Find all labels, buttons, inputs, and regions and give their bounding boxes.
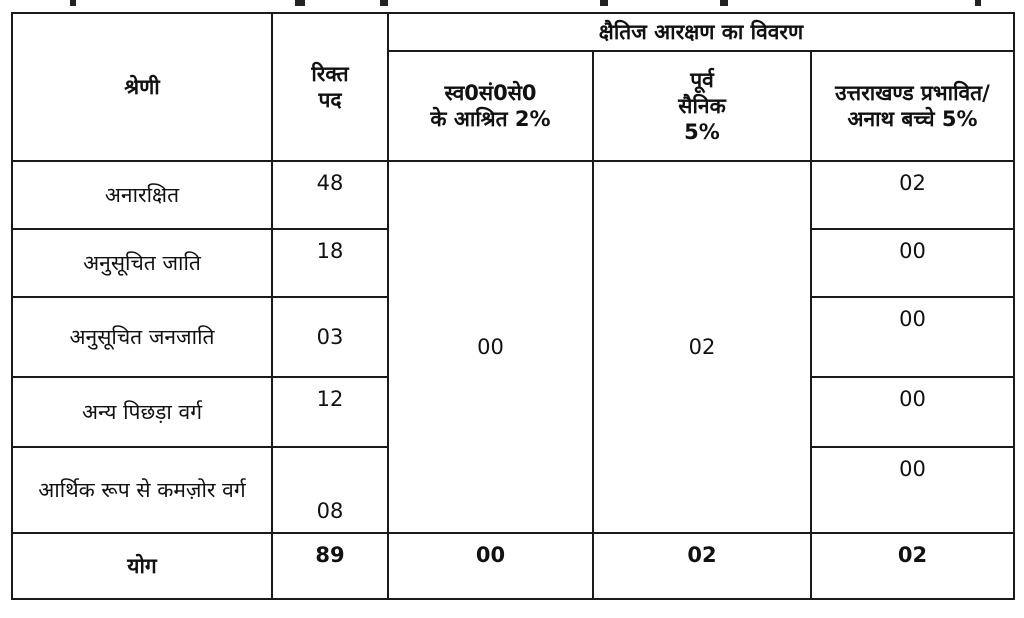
posts-cell: 18 xyxy=(272,229,388,297)
horizontal-reservation-header xyxy=(388,13,1014,51)
orphans-cell: 02 xyxy=(811,161,1014,229)
orphans-cell: 00 xyxy=(811,229,1014,297)
vacant-posts-header-line-2: पद xyxy=(318,88,342,112)
category-cell: अनुसूचित जाति xyxy=(12,229,272,297)
dependents-header-line-1: स्व0सं0से0 xyxy=(444,80,537,105)
category-header-text: श्रेणी xyxy=(124,74,160,99)
header-row-1 xyxy=(12,13,1014,51)
total-ex-servicemen: 02 xyxy=(593,533,811,599)
category-cell: अन्य पिछड़ा वर्ग xyxy=(12,377,272,447)
uttarakhand-header-line-2: अनाथ बच्चे 5% xyxy=(847,107,978,131)
dependents-merged-cell: 00 xyxy=(388,161,593,533)
orphans-cell: 00 xyxy=(811,297,1014,377)
total-row xyxy=(12,533,1014,599)
posts-cell: 48 xyxy=(272,161,388,229)
ex-servicemen-merged-cell: 02 xyxy=(593,161,811,533)
posts-cell: 12 xyxy=(272,377,388,447)
category-cell: अनुसूचित जनजाति xyxy=(12,297,272,377)
category-cell: आर्थिक रूप से कमज़ोर वर्ग xyxy=(12,447,272,533)
reservation-table xyxy=(11,12,1015,600)
ex-servicemen-header-line-3: 5% xyxy=(684,120,720,145)
horizontal-reservation-header-text: क्षैतिज आरक्षण का विवरण xyxy=(598,19,804,44)
top-edge-marks xyxy=(0,0,1024,12)
dependents-header xyxy=(388,51,593,161)
table-row xyxy=(12,161,1014,229)
total-label: योग xyxy=(12,533,272,599)
posts-cell: 03 xyxy=(272,297,388,377)
dependents-header-line-2: के आश्रित 2% xyxy=(430,107,551,131)
total-posts: 89 xyxy=(272,533,388,599)
total-dependents: 00 xyxy=(388,533,593,599)
uttarakhand-header-line-1: उत्तराखण्ड प्रभावित/ xyxy=(835,80,990,105)
posts-cell: 08 xyxy=(272,447,388,533)
vacant-posts-header xyxy=(272,13,388,161)
ex-servicemen-header-line-1: पूर्व xyxy=(690,67,714,92)
ex-servicemen-header xyxy=(593,51,811,161)
vacant-posts-header-line-1: रिक्त xyxy=(311,61,349,86)
orphans-cell: 00 xyxy=(811,447,1014,533)
category-cell: अनारक्षित xyxy=(12,161,272,229)
category-header xyxy=(12,13,272,161)
total-orphans: 02 xyxy=(811,533,1014,599)
uttarakhand-orphans-header xyxy=(811,51,1014,161)
ex-servicemen-header-line-2: सैनिक xyxy=(678,93,726,118)
orphans-cell: 00 xyxy=(811,377,1014,447)
